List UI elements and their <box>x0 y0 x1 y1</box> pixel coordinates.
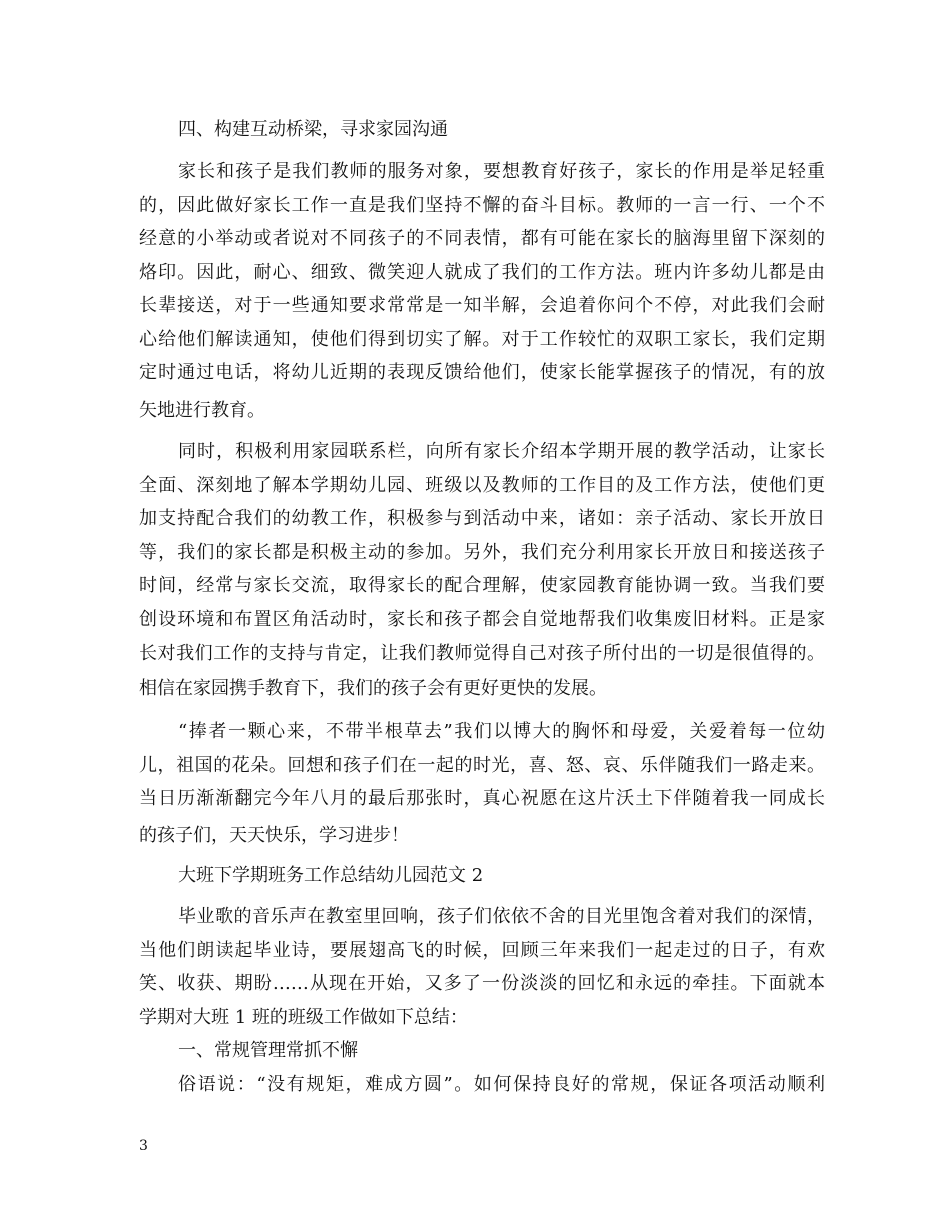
article-title: 大班下学期班务工作总结幼儿园范文 2 <box>178 865 484 886</box>
paragraph-line: 时间，经常与家长交流，取得家长的配合理解，使家园教育能协调一致。当我们要 <box>139 575 825 596</box>
paragraph-line: 加支持配合我们的幼教工作，积极参与到活动中来，诸如：亲子活动、家长开放日 <box>139 508 825 529</box>
paragraph-line: 心给他们解读通知，使他们得到切实了解。对于工作较忙的双职工家长，我们定期 <box>139 329 825 350</box>
paragraph-line: 烙印。因此，耐心、细致、微笑迎人就成了我们的工作方法。班内许多幼儿都是由 <box>139 262 825 283</box>
paragraph-line: 笑、收获、期盼……从现在开始，又多了一份淡淡的回忆和永远的牵挂。下面就本 <box>139 973 825 994</box>
paragraph-line: 同时，积极利用家园联系栏，向所有家长介绍本学期开展的教学活动，让家长 <box>178 441 825 462</box>
paragraph-line: 家长和孩子是我们教师的服务对象，要想教育好孩子，家长的作用是举足轻重 <box>178 161 825 182</box>
paragraph-line: “捧者一颗心来，不带半根草去”我们以博大的胸怀和母爱，关爱着每一位幼 <box>178 721 825 742</box>
paragraph-line: 俗语说：“没有规矩，难成方圆”。如何保持良好的常规，保证各项活动顺利 <box>178 1074 825 1095</box>
section-heading: 一、常规管理常抓不懈 <box>178 1040 358 1061</box>
paragraph-line: 相信在家园携手教育下，我们的孩子会有更好更快的发展。 <box>139 678 607 699</box>
page-number: 3 <box>139 1138 148 1154</box>
paragraph-line: 定时通过电话，将幼儿近期的表现反馈给他们，使家长能掌握孩子的情况，有的放 <box>139 362 825 383</box>
paragraph-line: 的孩子们，天天快乐，学习进步！ <box>139 825 409 846</box>
paragraph-line: 经意的小举动或者说对不同孩子的不同表情，都有可能在家长的脑海里留下深刻的 <box>139 228 825 249</box>
paragraph-line: 等，我们的家长都是积极主动的参加。另外，我们充分利用家长开放日和接送孩子 <box>139 542 825 563</box>
paragraph-line: 当他们朗读起毕业诗，要展翅高飞的时候，回顾三年来我们一起走过的日子，有欢 <box>139 940 825 961</box>
paragraph-line: 长对我们工作的支持与肯定，让我们教师觉得自己对孩子所付出的一切是很值得的。 <box>139 643 825 664</box>
paragraph-line: 矢地进行教育。 <box>139 400 265 421</box>
paragraph-line: 全面、深刻地了解本学期幼儿园、班级以及教师的工作目的及工作方法，使他们更 <box>139 475 825 496</box>
section-heading: 四、构建互动桥梁，寻求家园沟通 <box>178 119 448 140</box>
paragraph-line: 创设环境和布置区角活动时，家长和孩子都会自觉地帮我们收集废旧材料。正是家 <box>139 609 825 630</box>
paragraph-line: 的，因此做好家长工作一直是我们坚持不懈的奋斗目标。教师的一言一行、一个不 <box>139 195 825 216</box>
paragraph-line: 长辈接送，对于一些通知要求常常是一知半解，会追着你问个不停，对此我们会耐 <box>139 295 825 316</box>
paragraph-line: 当日历渐渐翻完今年八月的最后那张时，真心祝愿在这片沃土下伴随着我一同成长 <box>139 788 825 809</box>
paragraph-line: 儿，祖国的花朵。回想和孩子们在一起的时光，喜、怒、哀、乐伴随我们一路走来。 <box>139 755 825 776</box>
paragraph-line: 学期对大班 1 班的班级工作做如下总结： <box>139 1007 468 1028</box>
paragraph-line: 毕业歌的音乐声在教室里回响，孩子们依依不舍的目光里饱含着对我们的深情， <box>178 906 825 927</box>
